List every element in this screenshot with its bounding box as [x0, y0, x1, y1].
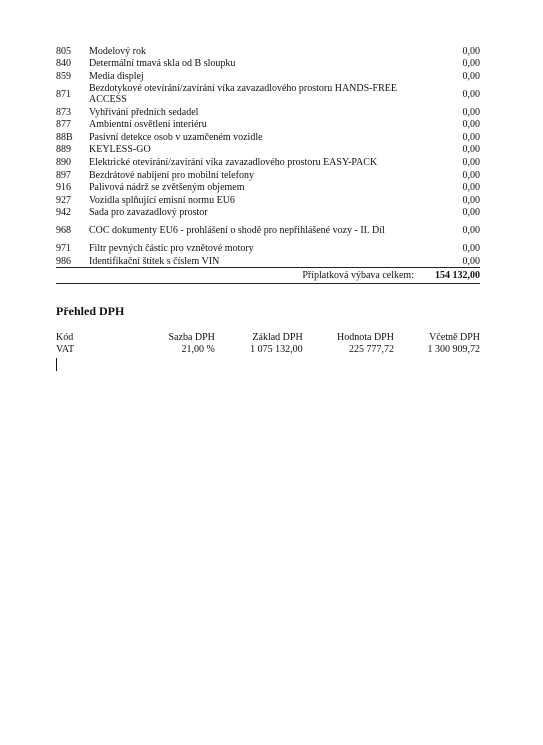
equipment-price: 0,00 [462, 144, 480, 156]
equipment-price: 0,00 [462, 242, 480, 254]
equipment-price: 0,00 [462, 131, 480, 143]
equipment-code: 927 [56, 194, 71, 206]
vat-header-total: Včetně DPH [429, 331, 480, 343]
table-row [56, 181, 480, 194]
equipment-name: Sada pro zavazadlový prostor [89, 207, 208, 219]
equipment-code: 897 [56, 169, 71, 181]
table-row [56, 255, 480, 269]
equipment-total-row [56, 268, 480, 284]
equipment-code: 890 [56, 156, 71, 168]
equipment-price: 0,00 [462, 70, 480, 82]
equipment-code: 916 [56, 182, 71, 194]
equipment-name: Filtr pevných částic pro vznětové motory [89, 242, 254, 254]
vat-header-rate: Sazba DPH [168, 331, 215, 343]
equipment-name: Vyhřívání předních sedadel [89, 106, 199, 118]
vat-rate: 21,00 % [181, 344, 215, 356]
table-row [56, 131, 480, 144]
equipment-price: 0,00 [462, 207, 480, 219]
vat-table [56, 331, 480, 356]
equipment-name: Determální tmavá skla od B sloupku [89, 58, 236, 70]
table-row [56, 106, 480, 119]
equipment-table [56, 45, 480, 284]
vat-code: VAT [56, 344, 75, 356]
equipment-code: 871 [56, 88, 71, 100]
equipment-name: KEYLESS-GO [89, 144, 151, 156]
equipment-name: Bezdrátové nabíjení pro mobilní telefony [89, 169, 254, 181]
equipment-code: 968 [56, 225, 71, 237]
equipment-total-value: 154 132,00 [435, 270, 480, 282]
equipment-price: 0,00 [462, 119, 480, 131]
equipment-price: 0,00 [462, 225, 480, 237]
table-row [56, 207, 480, 220]
equipment-name: Vozidla splňující emisní normu EU6 [89, 194, 235, 206]
equipment-code: 873 [56, 106, 71, 118]
table-row [56, 169, 480, 182]
table-row [56, 144, 480, 157]
equipment-price: 0,00 [462, 182, 480, 194]
equipment-code: 840 [56, 58, 71, 70]
equipment-code: 805 [56, 45, 71, 57]
equipment-name: Palivová nádrž se zvětšeným objemem [89, 182, 245, 194]
equipment-price: 0,00 [462, 156, 480, 168]
equipment-code: 971 [56, 242, 71, 254]
equipment-name: Elektrické otevírání/zavírání víka zavazadlového prostoru EASY-PACK [89, 156, 378, 168]
table-row [56, 344, 480, 357]
text-cursor [56, 358, 57, 371]
equipment-code: 889 [56, 144, 71, 156]
vat-header-code: Kód [56, 331, 74, 343]
equipment-code: 859 [56, 70, 71, 82]
vat-base: 1 075 132,00 [250, 344, 303, 356]
equipment-price: 0,00 [462, 106, 480, 118]
table-row [56, 242, 480, 255]
vat-header-amount: Hodnota DPH [337, 331, 394, 343]
table-row [56, 219, 480, 242]
equipment-price: 0,00 [462, 194, 480, 206]
table-row [56, 58, 480, 71]
equipment-price: 0,00 [462, 169, 480, 181]
table-row [56, 70, 480, 83]
equipment-name: Ambientní osvětlení interiéru [89, 119, 207, 131]
table-row [56, 83, 480, 106]
table-row [56, 118, 480, 131]
equipment-price: 0,00 [462, 58, 480, 70]
vat-header-base: Základ DPH [252, 331, 303, 343]
equipment-total-label: Příplatková výbava celkem: [302, 270, 414, 282]
equipment-name: Bezdotykové otevírání/zavírání víka zavazadlového prostoru HANDS-FREE ACCESS [89, 83, 397, 106]
equipment-code: 877 [56, 119, 71, 131]
equipment-name: Modelový rok [89, 45, 146, 57]
equipment-name: Identifikační štítek s číslem VIN [89, 255, 220, 267]
equipment-name: Pasivní detekce osob v uzamčeném vozidle [89, 131, 263, 143]
table-row [56, 45, 480, 58]
vat-header-row [56, 331, 480, 344]
equipment-code: 986 [56, 255, 71, 267]
vat-section-title: Přehled DPH [56, 304, 125, 318]
equipment-code: 942 [56, 207, 71, 219]
equipment-code: 88B [56, 131, 73, 143]
equipment-price: 0,00 [462, 88, 480, 100]
vat-amount: 225 777,72 [348, 344, 394, 356]
equipment-price: 0,00 [462, 45, 480, 57]
equipment-name: Media displej [89, 70, 144, 82]
equipment-name: COC dokumenty EU6 - prohlášení o shodě pro nepřihlášené vozy - II. Díl [89, 225, 385, 237]
vat-total: 1 300 909,72 [427, 344, 480, 356]
table-row [56, 194, 480, 207]
table-row [56, 156, 480, 169]
equipment-price: 0,00 [462, 255, 480, 267]
